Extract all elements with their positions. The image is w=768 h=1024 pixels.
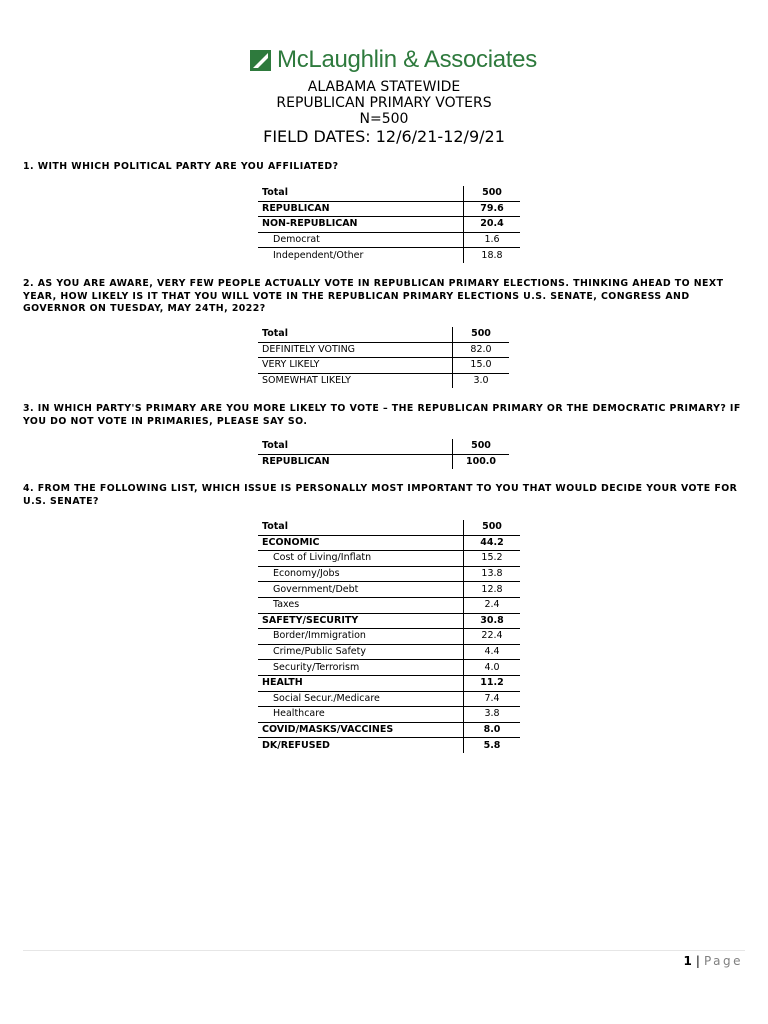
row-value: 82.0 [453,342,510,358]
row-value: 2.4 [464,597,521,613]
table-row [258,327,509,342]
question-4-text: 4. FROM THE FOLLOWING LIST, WHICH ISSUE IS PERSONALLY MOST IMPORTANT TO YOU THAT WOULD DECIDE YOUR VOTE FOR U.S. SENATE? [23,483,738,507]
row-value: 22.4 [464,629,521,645]
row-value: 18.8 [464,248,521,263]
table-row [258,675,520,691]
table-row [258,722,520,738]
table-row [258,613,520,629]
row-label: Healthcare [258,707,464,723]
row-label: Total [258,327,453,342]
table-row [258,439,509,454]
row-label: DK/REFUSED [262,739,330,751]
table-row [258,582,520,598]
table-row [258,738,520,753]
document-heading [0,79,768,147]
table-row [258,629,520,645]
row-label: HEALTH [258,675,464,691]
row-value: 4.4 [464,644,521,660]
row-value: 500 [453,327,510,342]
table-row [258,217,520,233]
heading-state: ALABAMA STATEWIDE [307,79,461,95]
row-value: 44.2 [464,535,521,551]
table-row [258,535,520,551]
row-label: NON-REPUBLICAN [258,217,464,233]
table-row [258,644,520,660]
table-row [258,373,509,388]
row-label: Crime/Public Safety [258,644,464,660]
row-label: SOMEWHAT LIKELY [262,375,351,387]
heading-field-dates: FIELD DATES: 12/6/21-12/9/21 [263,127,505,146]
row-label: Security/Terrorism [258,660,464,676]
row-value: 3.8 [464,707,521,723]
table-row [258,248,520,263]
question-2-text: 2. AS YOU ARE AWARE, VERY FEW PEOPLE ACTUALLY VOTE IN REPUBLICAN PRIMARY ELECTIONS. THINKING AHEAD TO NEXT YEAR, HOW LIKELY IS IT THAT YOU WILL VOTE IN THE REPUBLICAN PRIMARY ELECTIONS U.S. SENATE, CONGRESS AND GOVERNOR ON TUESDAY, MAY 24TH, 2022? [23,278,724,315]
row-label: Cost of Living/Inflatn [258,551,464,567]
table-row [258,186,520,201]
table-row [258,358,509,374]
table-row [258,551,520,567]
row-label: Democrat [258,232,464,248]
table-row [258,660,520,676]
question-2-table [258,327,509,388]
row-label: REPUBLICAN [258,201,464,217]
question-1-table [258,186,520,263]
table-row [258,691,520,707]
footer-divider [23,950,745,951]
row-label: ECONOMIC [258,535,464,551]
table-row [258,201,520,217]
row-label: COVID/MASKS/VACCINES [258,722,464,738]
row-value: 3.0 [453,373,510,388]
row-value: 30.8 [464,613,521,629]
table-row [258,454,509,469]
heading-population: REPUBLICAN PRIMARY VOTERS [276,95,492,111]
row-value: 1.6 [464,232,521,248]
question-4-table [258,520,520,753]
row-value: 100.0 [453,454,510,469]
question-1-text: 1. WITH WHICH POLITICAL PARTY ARE YOU AFFILIATED? [23,161,339,172]
row-value: 500 [464,520,521,535]
row-value: 7.4 [464,691,521,707]
logo-text: McLaughlin & Associates [277,46,537,73]
row-label: Economy/Jobs [258,566,464,582]
row-label: SAFETY/SECURITY [258,613,464,629]
page-footer [684,954,743,968]
logo-mark-icon [250,50,271,71]
company-logo [250,46,537,74]
question-3-text: 3. IN WHICH PARTY'S PRIMARY ARE YOU MORE LIKELY TO VOTE – THE REPUBLICAN PRIMARY OR THE DEMOCRATIC PRIMARY? IF YOU DO NOT VOTE IN PRIMARIES, PLEASE SAY SO. [23,403,741,427]
row-label: Total [258,439,453,454]
row-label: Border/Immigration [258,629,464,645]
table-row [258,232,520,248]
row-value: 20.4 [464,217,521,233]
row-label: Taxes [258,597,464,613]
page-number: 1 [683,954,692,968]
row-value: 79.6 [464,201,521,217]
row-value: 11.2 [464,675,521,691]
row-label: Total [258,520,464,535]
page-separator: | [695,954,700,968]
page-word: Page [703,954,743,968]
row-value: 15.2 [464,551,521,567]
row-value: 4.0 [464,660,521,676]
question-3-table [258,439,509,469]
table-row [258,707,520,723]
row-label: DEFINITELY VOTING [258,342,453,358]
row-value: 15.0 [453,358,510,374]
table-row [258,566,520,582]
row-label: VERY LIKELY [258,358,453,374]
row-label: Social Secur./Medicare [258,691,464,707]
heading-sample-size: N=500 [359,111,409,127]
row-label: REPUBLICAN [262,455,330,467]
row-value: 13.8 [464,566,521,582]
table-row [258,342,509,358]
row-label: Government/Debt [258,582,464,598]
row-label: Independent/Other [273,249,364,261]
row-value: 8.0 [464,722,521,738]
row-value: 500 [453,439,510,454]
row-label: Total [258,186,464,201]
row-value: 5.8 [464,738,521,753]
table-row [258,597,520,613]
row-value: 12.8 [464,582,521,598]
table-row [258,520,520,535]
row-value: 500 [464,186,521,201]
